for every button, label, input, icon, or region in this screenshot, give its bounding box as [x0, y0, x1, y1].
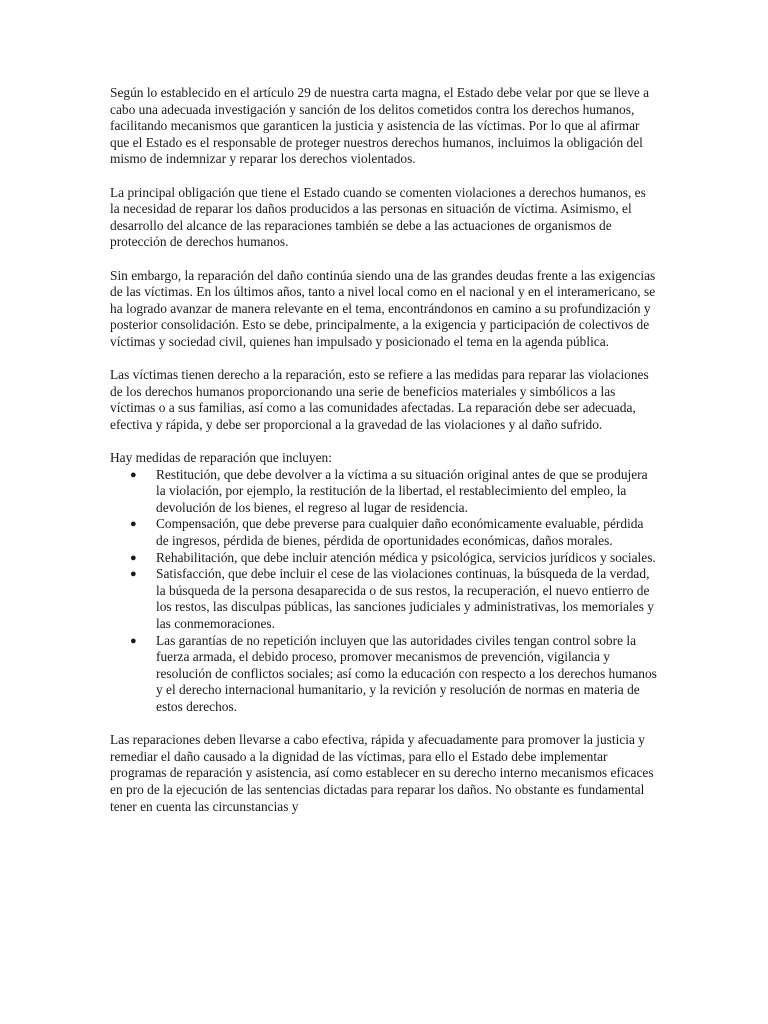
list-item-text: Compensación, que debe preverse para cualquier daño económicamente evaluable, pérdida de ingresos, pérdida de bienes, pérdida de oportunidades económicas, daños morales.	[156, 516, 644, 549]
bullet-icon: ●	[130, 568, 137, 581]
document-page	[110, 85, 658, 832]
list-item	[110, 516, 658, 549]
list-item-text: Satisfacción, que debe incluir el cese de las violaciones continuas, la búsqueda de la verdad, la búsqueda de la persona desaparecida o de sus restos, la recuperación, el nuevo entierro de los restos, las disculpas públicas, las sanciones judiciales y administrativas, los memoriales y las conmemoraciones.	[156, 566, 654, 631]
paragraph-derecho-reparacion: Las víctimas tienen derecho a la reparación, esto se refiere a las medidas para reparar las violaciones de los derechos humanos proporcionando una serie de beneficios materiales y simbólicos a las víctimas o a sus familias, así como a las comunidades afectadas. La reparación debe ser adecuada, efectiva y rápida, y debe ser proporcional a la gravedad de las violaciones y al daño sufrido.	[110, 367, 649, 432]
bullet-icon: ●	[130, 551, 137, 564]
bullet-icon: ●	[130, 468, 137, 481]
list-item	[110, 566, 658, 632]
list-item-text: Restitución, que debe devolver a la víctima a su situación original antes de que se produjera la violación, por ejemplo, la restitución de la libertad, el restablecimiento del empleo, la devolución de los bienes, el regreso al lugar de residencia.	[156, 466, 648, 515]
paragraph-article-29: Según lo establecido en el artículo 29 de nuestra carta magna, el Estado debe velar por que se lleve a cabo una adecuada investigación y sanción de los delitos cometidos contra los derechos humanos, facilitando mecanismos que garanticen la justicia y asistencia de las víctimas. Por lo que al afirmar que el Estado es el responsable de proteger nuestros derechos humanos, incluimos la obligación del mismo de indemnizar y reparar los derechos violentados.	[110, 85, 650, 167]
list-item	[110, 550, 658, 567]
list-item-text: Rehabilitación, que debe incluir atención médica y psicológica, servicios jurídicos y sociales.	[156, 549, 656, 565]
paragraph-sin-embargo: Sin embargo, la reparación del daño continúa siendo una de las grandes deudas frente a las exigencias de las víctimas. En los últimos años, tanto a nivel local como en el nacional y en el interamericano, se ha logrado avanzar de manera relevante en el tema, encontrándonos en camino a su profundización y posterior consolidación. Esto se debe, principalmente, a la exigencia y participación de colectivos de víctimas y sociedad civil, quienes han impulsado y posicionado el tema en la agenda pública.	[110, 267, 656, 349]
paragraph-reparaciones: Las reparaciones deben llevarse a cabo efectiva, rápida y afecuadamente para promover la justicia y remediar el daño causado a la dignidad de las víctimas, para ello el Estado debe implementar programas de reparación y asistencia, así como establecer en su derecho interno mecanismos eficaces en pro de la ejecución de las sentencias dictadas para reparar los daños. No obstante es fundamental tener en cuenta las circunstancias y	[110, 732, 654, 814]
paragraph-principal-obligacion: La principal obligación que tiene el Estado cuando se comenten violaciones a derechos humanos, es la necesidad de reparar los daños producidos a las personas en situación de víctima. Asimismo, el desarrollo del alcance de las reparaciones también se debe a las actuaciones de organismos de protección de derechos humanos.	[110, 184, 646, 250]
list-item	[110, 633, 658, 716]
bullet-icon: ●	[130, 634, 137, 647]
bullet-icon: ●	[130, 518, 137, 531]
list-item-text: Las garantías de no repetición incluyen que las autoridades civiles tengan control sobre la fuerza armada, el debido proceso, promover mecanismos de prevención, vigilancia y resolución de conflictos sociales; así como la educación con respecto a los derechos humanos y el derecho internacional humanitario, y la revición y resolución de normas en materia de estos derechos.	[156, 632, 657, 714]
list-item	[110, 467, 658, 517]
reparation-measures-list	[110, 467, 658, 716]
list-intro: Hay medidas de reparación que incluyen:	[110, 450, 332, 466]
